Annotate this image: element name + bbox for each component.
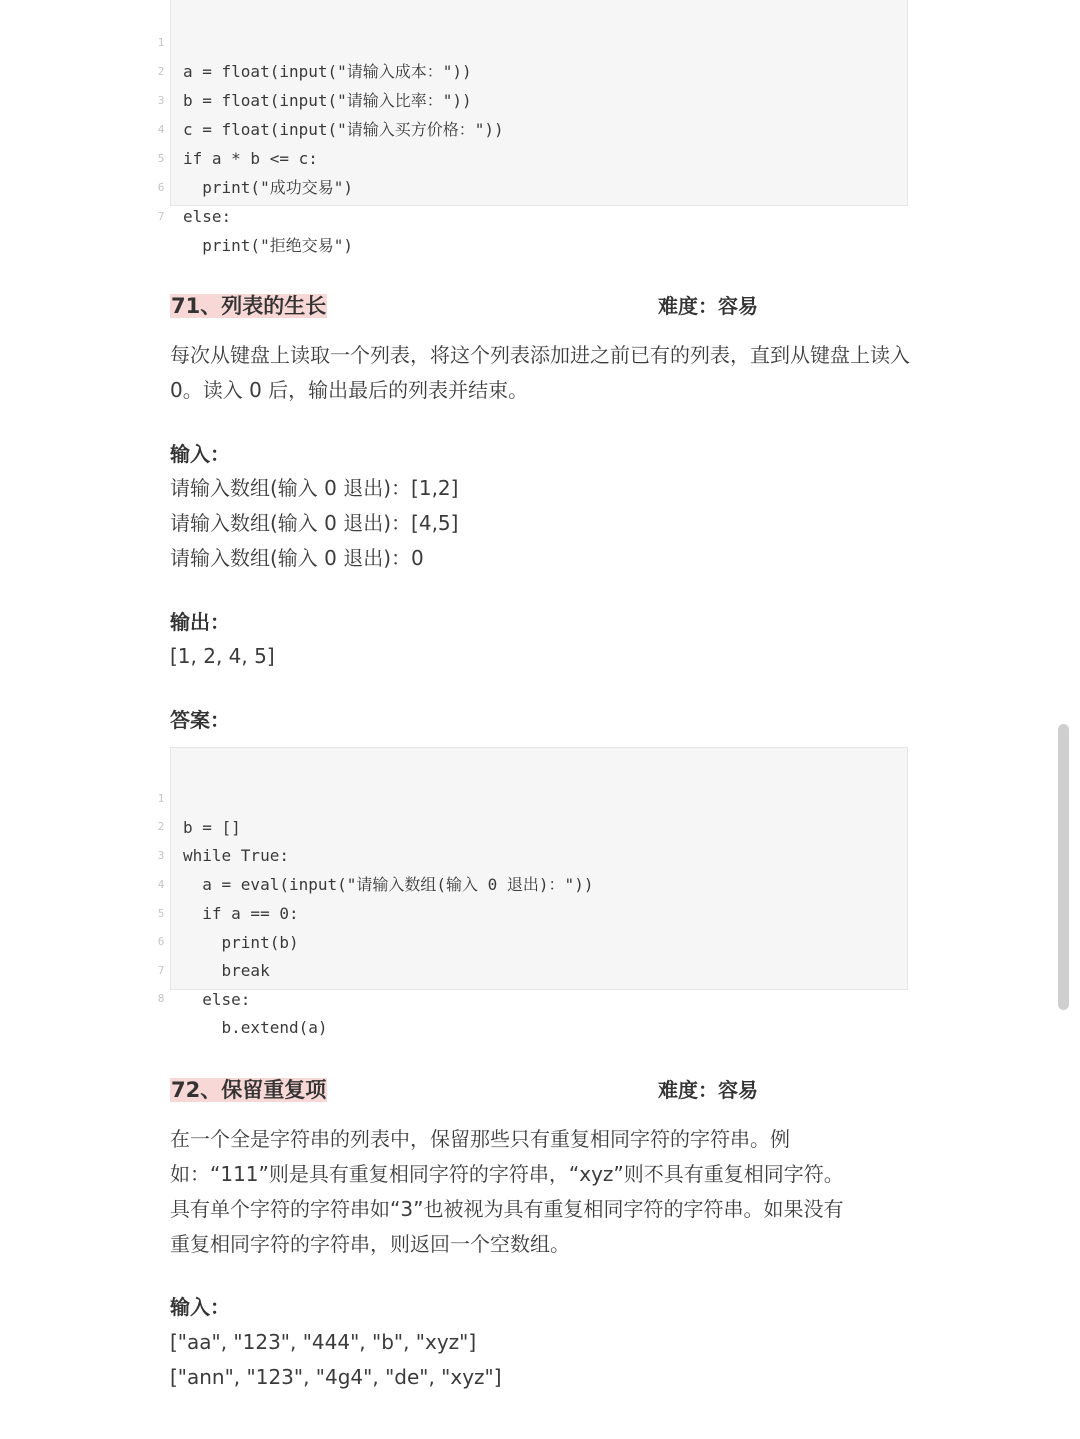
code-text: a = float(input("请输入成本：")) (183, 62, 472, 81)
code-text: c = float(input("请输入买方价格：")) (183, 120, 504, 139)
question-71-input-line: 请输入数组(输入 0 退出)：[4,5] (170, 511, 459, 535)
line-number: 7 (157, 964, 165, 977)
question-71-input-line: 请输入数组(输入 0 退出)：[1,2] (170, 476, 459, 500)
code-line (157, 755, 241, 837)
code-line (157, 783, 289, 865)
question-71-difficulty: 难度：容易 (658, 294, 758, 318)
vertical-scrollbar-thumb[interactable] (1058, 724, 1069, 1010)
question-71-description: 每次从键盘上读取一个列表，将这个列表添加进之前已有的列表，直到从键盘上读入 0。读入 0 后，输出最后的列表并结束。 (170, 343, 910, 402)
code-text: b = [] (183, 818, 241, 837)
code-text: else: (183, 207, 232, 226)
line-number: 8 (157, 992, 165, 1005)
question-71-output-line: [1, 2, 4, 5] (170, 644, 275, 668)
code-block-q70 (157, 0, 908, 255)
question-72-description-line: 在一个全是字符串的列表中，保留那些只有重复相同字符的字符串。例 (170, 1127, 790, 1151)
question-72-input-label: 输入： (170, 1295, 230, 1319)
question-72-description-line: 具有单个字符的字符串如“3”也被视为具有重复相同字符的字符串。如果没有 (170, 1197, 844, 1221)
line-number: 1 (157, 792, 165, 805)
question-71-input-line: 请输入数组(输入 0 退出)：0 (170, 546, 424, 570)
line-number: 4 (157, 878, 165, 891)
line-number: 3 (157, 849, 165, 862)
question-72-title-text: 72、保留重复项 (171, 1078, 327, 1102)
code-text: print("拒绝交易") (183, 236, 353, 255)
question-71-title (170, 291, 327, 321)
code-text: break (183, 961, 270, 980)
question-71-title-text: 71、列表的生长 (171, 294, 327, 318)
code-text: a = eval(input("请输入数组(输入 0 退出)：")) (183, 875, 594, 894)
code-line (157, 144, 232, 226)
code-text: if a * b <= c: (183, 149, 318, 168)
code-text: else: (183, 990, 251, 1009)
question-71-input-label: 输入： (170, 442, 230, 466)
question-72-input-line: ["ann", "123", "4g4", "de", "xyz"] (170, 1365, 502, 1389)
line-number: 6 (157, 181, 165, 194)
code-text: b = float(input("请输入比率：")) (183, 91, 472, 110)
line-number: 2 (157, 65, 165, 78)
code-line (157, 0, 472, 81)
line-number: 6 (157, 935, 165, 948)
code-text: b.extend(a) (183, 1018, 328, 1037)
question-71-answer-label: 答案： (170, 708, 230, 732)
line-number: 3 (157, 94, 165, 107)
code-block-q71 (157, 747, 908, 1037)
line-number: 4 (157, 123, 165, 136)
question-72-difficulty: 难度：容易 (658, 1078, 758, 1102)
question-72-input-line: ["aa", "123", "444", "b", "xyz"] (170, 1330, 477, 1354)
code-text: while True: (183, 846, 289, 865)
line-number: 5 (157, 907, 165, 920)
code-text: print(b) (183, 933, 299, 952)
line-number: 7 (157, 210, 165, 223)
line-number: 1 (157, 36, 165, 49)
question-71-output-label: 输出： (170, 610, 230, 634)
code-text: print("成功交易") (183, 178, 353, 197)
question-72-title (170, 1075, 327, 1105)
code-text: if a == 0: (183, 904, 299, 923)
question-72-description-line: 重复相同字符的字符串，则返回一个空数组。 (170, 1232, 570, 1256)
code-line (157, 86, 318, 168)
line-number: 2 (157, 820, 165, 833)
question-72-description-line: 如：“111”则是具有重复相同字符的字符串，“xyz”则不具有重复相同字符。 (170, 1162, 844, 1186)
line-number: 5 (157, 152, 165, 165)
